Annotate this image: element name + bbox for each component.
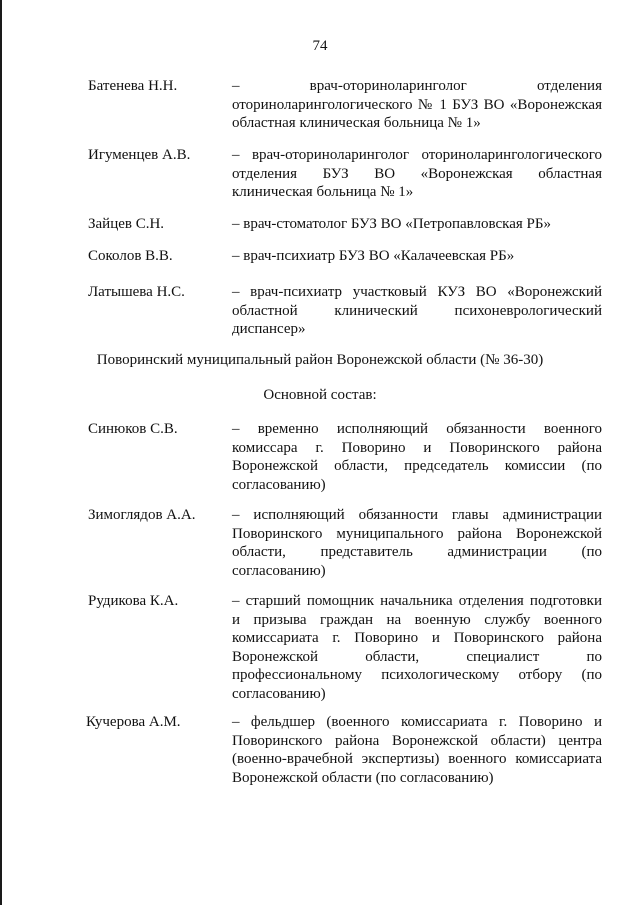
description-line: – старший помощник начальника отделения подготовки xyxy=(232,593,602,609)
member-description xyxy=(232,506,602,580)
description-line: комиссара г. Поворино и Поворинского района xyxy=(232,439,602,456)
description-line: согласованию) xyxy=(232,685,326,702)
composition-heading: Основной состав: xyxy=(263,387,377,403)
member-name: Рудикова К.А. xyxy=(88,593,179,609)
member-description xyxy=(232,420,602,494)
description-line: согласованию) xyxy=(232,476,326,493)
member-description xyxy=(232,215,602,234)
member-name: Зимоглядов А.А. xyxy=(88,507,196,523)
member-description xyxy=(232,713,602,787)
description-line: областная клиническая больница № 1» xyxy=(232,115,481,131)
description-line: Поворинского района Воронежской области) центра xyxy=(232,732,602,749)
page-number: 74 xyxy=(312,38,328,54)
district-heading: Поворинский муниципальный район Воронежской области (№ 36-30) xyxy=(96,352,544,368)
description-line: оториноларингологического № 1 БУЗ ВО «Воронежская xyxy=(232,96,602,113)
description-line: – временно исполняющий обязанности военного xyxy=(232,421,602,437)
description-line: диспансер» xyxy=(232,321,306,337)
description-line: комиссариата г. Поворино и Поворинского района xyxy=(232,630,602,646)
description-line: согласованию) xyxy=(232,562,326,579)
description-line: – фельдшер (военного комиссариата г. Поворино и xyxy=(232,714,602,730)
description-line: клиническая больница № 1» xyxy=(232,184,414,200)
description-line: Воронежской области, председатель комиссии (по xyxy=(232,458,602,474)
description-line: – врач-психиатр БУЗ ВО «Калачеевская РБ» xyxy=(232,248,515,264)
description-line: – врач-психиатр участковый КУЗ ВО «Воронежский xyxy=(232,284,602,300)
description-line: – врач-стоматолог БУЗ ВО «Петропавловская РБ» xyxy=(232,216,551,232)
description-line: Воронежской области (по согласованию) xyxy=(232,769,494,786)
description-line: Поворинского муниципального района Воронежской xyxy=(232,525,602,542)
member-name: Батенева Н.Н. xyxy=(88,78,178,94)
description-line: Воронежской области, специалист по xyxy=(232,648,602,665)
member-description xyxy=(232,247,602,266)
member-name: Соколов В.В. xyxy=(88,248,173,264)
description-line: и призыва граждан на военную службу военного xyxy=(232,611,602,628)
member-name: Зайцев С.Н. xyxy=(88,216,165,232)
member-description xyxy=(232,77,602,133)
description-line: профессиональному психологическому отбору (по xyxy=(232,667,602,683)
description-line: (военно-врачебной экспертизы) военного комиссариата xyxy=(232,751,602,767)
description-line: – врач-оториноларинголог отделения xyxy=(232,78,602,94)
member-name: Латышева Н.С. xyxy=(88,284,185,300)
description-line: областной клинический психоневрологический xyxy=(232,302,602,319)
scan-edge xyxy=(0,0,2,905)
member-description xyxy=(232,146,602,202)
member-name: Синюков С.В. xyxy=(88,421,178,437)
description-line: области, представитель администрации (по xyxy=(232,544,602,560)
description-line: – врач-оториноларинголог оториноларингологического xyxy=(232,147,602,163)
member-description xyxy=(232,592,602,703)
member-name: Кучерова А.М. xyxy=(86,714,181,730)
description-line: отделения БУЗ ВО «Воронежская областная xyxy=(232,165,602,182)
member-description xyxy=(232,283,602,339)
member-name: Игуменцев А.В. xyxy=(88,147,191,163)
description-line: – исполняющий обязанности главы администрации xyxy=(232,507,602,523)
